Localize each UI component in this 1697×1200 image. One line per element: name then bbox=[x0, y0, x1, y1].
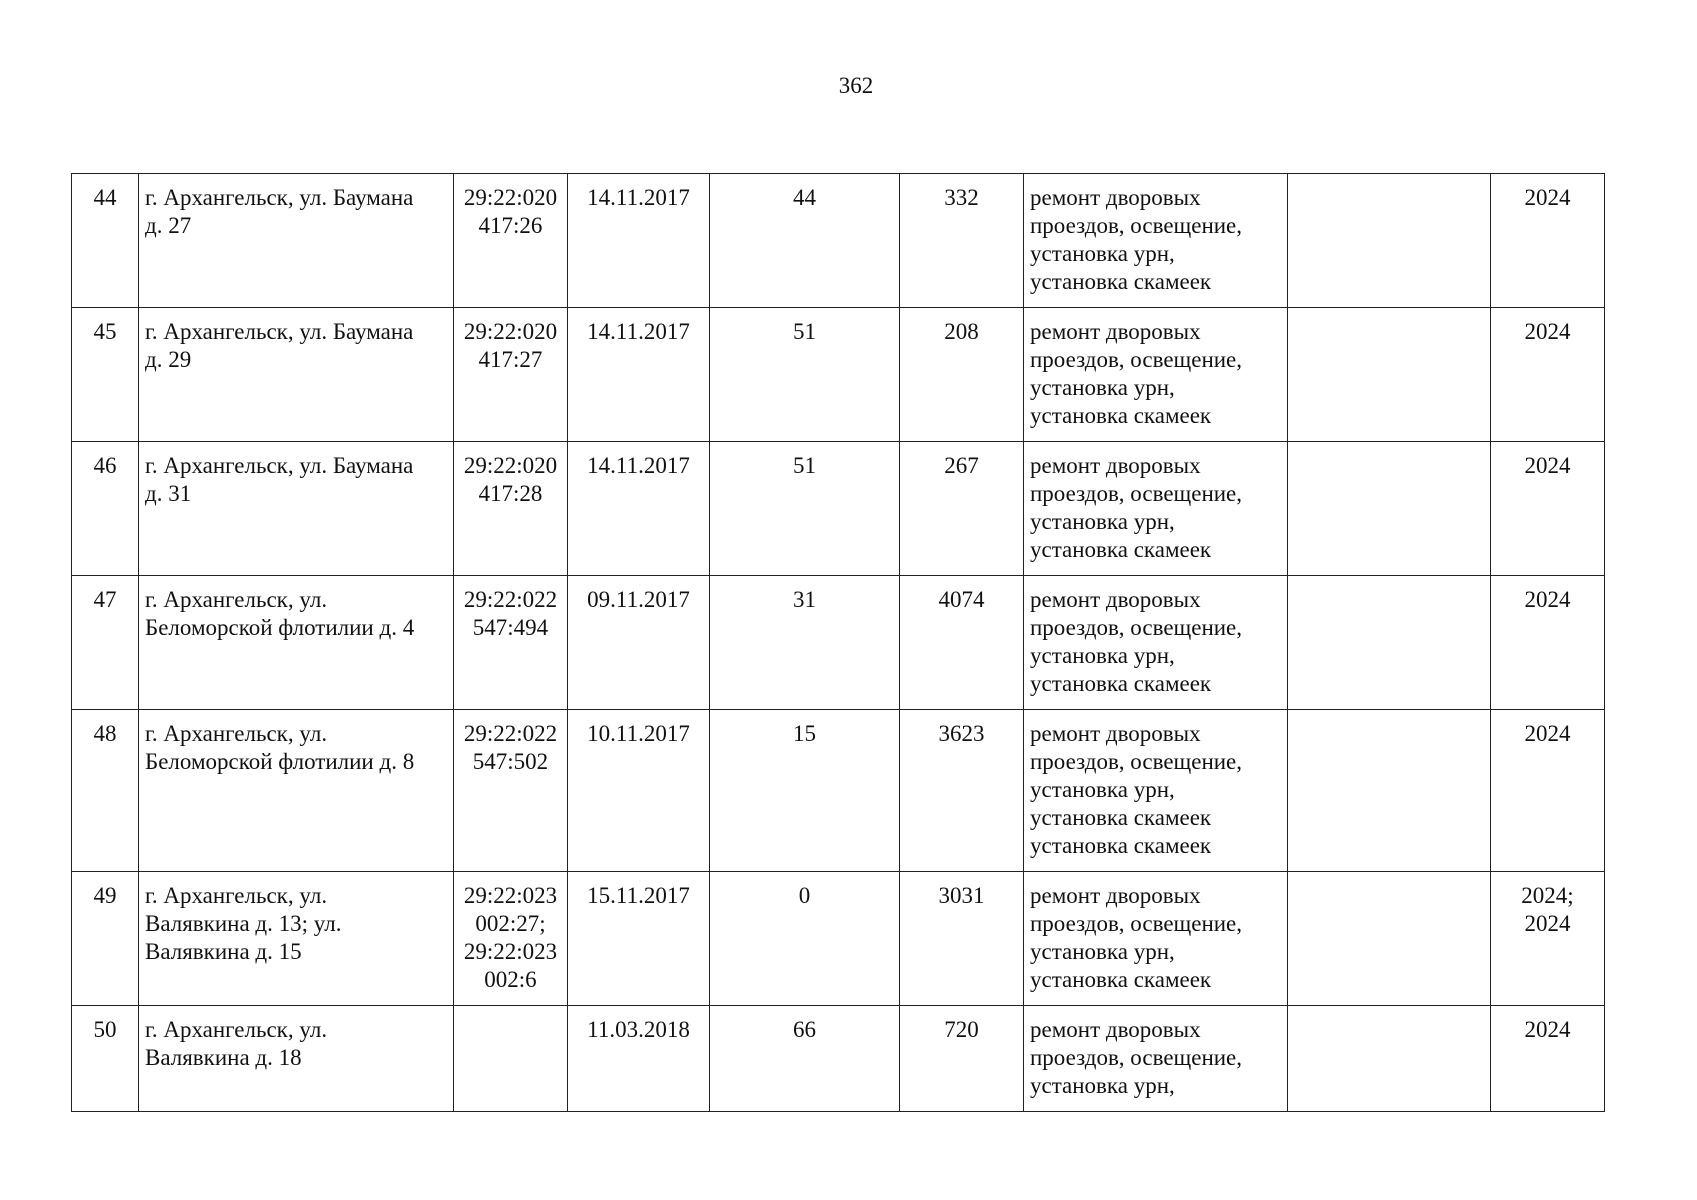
works-line: ремонт дворовых bbox=[1030, 319, 1201, 344]
date-cell: 14.11.2017 bbox=[568, 442, 710, 576]
cadastral-line: 417:26 bbox=[478, 213, 543, 238]
date-cell: 10.11.2017 bbox=[568, 710, 710, 872]
value1-cell: 51 bbox=[710, 442, 900, 576]
cadastral-line: 29:22:022 bbox=[463, 587, 558, 612]
date-cell: 09.11.2017 bbox=[568, 576, 710, 710]
table-row bbox=[72, 710, 1605, 872]
value1-cell: 44 bbox=[710, 174, 900, 308]
row-number-cell: 47 bbox=[72, 576, 139, 710]
works-cell bbox=[1024, 174, 1288, 308]
works-line: установка урн, bbox=[1030, 375, 1175, 400]
works-line: установка скамеек bbox=[1030, 967, 1212, 992]
works-line: установка урн, bbox=[1030, 1073, 1175, 1098]
cadastral-cell bbox=[454, 1006, 568, 1112]
year-line: 2024 bbox=[1524, 587, 1571, 612]
cadastral-cell bbox=[454, 174, 568, 308]
address-cell bbox=[139, 710, 454, 872]
note-cell bbox=[1288, 308, 1491, 442]
works-line: ремонт дворовых bbox=[1030, 453, 1201, 478]
address-line: Валявкина д. 18 bbox=[145, 1045, 302, 1070]
year-line: 2024 bbox=[1524, 1017, 1571, 1042]
year-line: 2024 bbox=[1524, 185, 1571, 210]
cadastral-line: 417:28 bbox=[478, 481, 543, 506]
row-number-cell: 44 bbox=[72, 174, 139, 308]
cadastral-cell bbox=[454, 308, 568, 442]
works-line: установка урн, bbox=[1030, 939, 1175, 964]
page-number: 362 bbox=[838, 73, 874, 98]
cadastral-line: 417:27 bbox=[478, 347, 543, 372]
year-line: 2024 bbox=[1524, 721, 1571, 746]
works-line: установка скамеек bbox=[1030, 671, 1212, 696]
address-line: Валявкина д. 13; ул. bbox=[145, 911, 342, 936]
value1-cell: 51 bbox=[710, 308, 900, 442]
year-line: 2024 bbox=[1524, 911, 1571, 936]
cadastral-cell bbox=[454, 576, 568, 710]
year-line: 2024 bbox=[1524, 319, 1571, 344]
works-cell bbox=[1024, 576, 1288, 710]
year-cell bbox=[1491, 576, 1605, 710]
cadastral-line: 29:22:020 bbox=[463, 453, 558, 478]
address-line: г. Архангельск, ул. bbox=[145, 883, 328, 908]
note-cell bbox=[1288, 872, 1491, 1006]
cadastral-line: 547:502 bbox=[472, 749, 549, 774]
works-line: ремонт дворовых bbox=[1030, 587, 1201, 612]
value2-cell: 720 bbox=[900, 1006, 1024, 1112]
works-cell bbox=[1024, 710, 1288, 872]
note-cell bbox=[1288, 174, 1491, 308]
works-cell bbox=[1024, 872, 1288, 1006]
works-line: проездов, освещение, bbox=[1030, 347, 1243, 372]
works-line: установка скамеек bbox=[1030, 537, 1212, 562]
table-row bbox=[72, 1006, 1605, 1112]
year-cell bbox=[1491, 174, 1605, 308]
row-number-cell: 46 bbox=[72, 442, 139, 576]
address-line: д. 29 bbox=[145, 347, 192, 372]
address-line: г. Архангельск, ул. bbox=[145, 721, 328, 746]
works-line: установка урн, bbox=[1030, 509, 1175, 534]
works-line: установка урн, bbox=[1030, 241, 1175, 266]
works-cell bbox=[1024, 1006, 1288, 1112]
date-cell: 15.11.2017 bbox=[568, 872, 710, 1006]
cadastral-line: 29:22:020 bbox=[463, 319, 558, 344]
address-line: г. Архангельск, ул. bbox=[145, 1017, 328, 1042]
works-line: проездов, освещение, bbox=[1030, 1045, 1243, 1070]
table-row bbox=[72, 442, 1605, 576]
cadastral-cell bbox=[454, 872, 568, 1006]
address-line: г. Архангельск, ул. bbox=[145, 587, 328, 612]
works-line: проездов, освещение, bbox=[1030, 213, 1243, 238]
works-line: ремонт дворовых bbox=[1030, 721, 1201, 746]
address-line: Беломорской флотилии д. 8 bbox=[145, 749, 415, 774]
cadastral-cell bbox=[454, 710, 568, 872]
year-line: 2024; bbox=[1521, 883, 1574, 908]
year-line: 2024 bbox=[1524, 453, 1571, 478]
date-cell: 14.11.2017 bbox=[568, 174, 710, 308]
value1-cell: 31 bbox=[710, 576, 900, 710]
works-line: установка скамеек bbox=[1030, 805, 1212, 830]
registry-table bbox=[71, 173, 1605, 1112]
year-cell bbox=[1491, 710, 1605, 872]
value2-cell: 208 bbox=[900, 308, 1024, 442]
works-cell bbox=[1024, 442, 1288, 576]
works-line: установка урн, bbox=[1030, 777, 1175, 802]
table-row bbox=[72, 872, 1605, 1006]
works-line: установка скамеек bbox=[1030, 269, 1212, 294]
works-line: установка урн, bbox=[1030, 643, 1175, 668]
row-number-cell: 48 bbox=[72, 710, 139, 872]
works-line: ремонт дворовых bbox=[1030, 1017, 1201, 1042]
date-cell: 14.11.2017 bbox=[568, 308, 710, 442]
works-line: установка скамеек bbox=[1030, 403, 1212, 428]
value1-cell: 66 bbox=[710, 1006, 900, 1112]
row-number-cell: 45 bbox=[72, 308, 139, 442]
year-cell bbox=[1491, 1006, 1605, 1112]
address-line: Валявкина д. 15 bbox=[145, 939, 302, 964]
table-row bbox=[72, 576, 1605, 710]
works-line: проездов, освещение, bbox=[1030, 615, 1243, 640]
address-cell bbox=[139, 1006, 454, 1112]
row-number-cell: 49 bbox=[72, 872, 139, 1006]
address-cell bbox=[139, 872, 454, 1006]
works-line: ремонт дворовых bbox=[1030, 185, 1201, 210]
address-cell bbox=[139, 442, 454, 576]
address-line: д. 31 bbox=[145, 481, 192, 506]
works-line: ремонт дворовых bbox=[1030, 883, 1201, 908]
address-line: г. Архангельск, ул. Баумана bbox=[145, 453, 414, 478]
works-line: проездов, освещение, bbox=[1030, 911, 1243, 936]
address-line: Беломорской флотилии д. 4 bbox=[145, 615, 415, 640]
works-cell bbox=[1024, 308, 1288, 442]
address-cell bbox=[139, 308, 454, 442]
address-line: г. Архангельск, ул. Баумана bbox=[145, 185, 414, 210]
works-line: установка скамеек bbox=[1030, 833, 1212, 858]
works-line: проездов, освещение, bbox=[1030, 481, 1243, 506]
date-cell: 11.03.2018 bbox=[568, 1006, 710, 1112]
cadastral-line: 29:22:020 bbox=[463, 185, 558, 210]
address-line: д. 27 bbox=[145, 213, 192, 238]
note-cell bbox=[1288, 710, 1491, 872]
year-cell bbox=[1491, 872, 1605, 1006]
value2-cell: 267 bbox=[900, 442, 1024, 576]
cadastral-line: 29:22:022 bbox=[463, 721, 558, 746]
cadastral-line: 002:27; bbox=[475, 911, 546, 936]
value2-cell: 3031 bbox=[900, 872, 1024, 1006]
address-cell bbox=[139, 576, 454, 710]
table-body bbox=[72, 174, 1605, 1112]
note-cell bbox=[1288, 442, 1491, 576]
table-row bbox=[72, 308, 1605, 442]
cadastral-line: 547:494 bbox=[472, 615, 549, 640]
cadastral-line: 29:22:023 bbox=[463, 939, 558, 964]
cadastral-cell bbox=[454, 442, 568, 576]
address-cell bbox=[139, 174, 454, 308]
row-number-cell: 50 bbox=[72, 1006, 139, 1112]
note-cell bbox=[1288, 1006, 1491, 1112]
year-cell bbox=[1491, 442, 1605, 576]
note-cell bbox=[1288, 576, 1491, 710]
cadastral-line: 29:22:023 bbox=[463, 883, 558, 908]
year-cell bbox=[1491, 308, 1605, 442]
address-line: г. Архангельск, ул. Баумана bbox=[145, 319, 414, 344]
value2-cell: 3623 bbox=[900, 710, 1024, 872]
value1-cell: 0 bbox=[710, 872, 900, 1006]
table-row bbox=[72, 174, 1605, 308]
value2-cell: 332 bbox=[900, 174, 1024, 308]
cadastral-line: 002:6 bbox=[484, 967, 537, 992]
value2-cell: 4074 bbox=[900, 576, 1024, 710]
value1-cell: 15 bbox=[710, 710, 900, 872]
works-line: проездов, освещение, bbox=[1030, 749, 1243, 774]
